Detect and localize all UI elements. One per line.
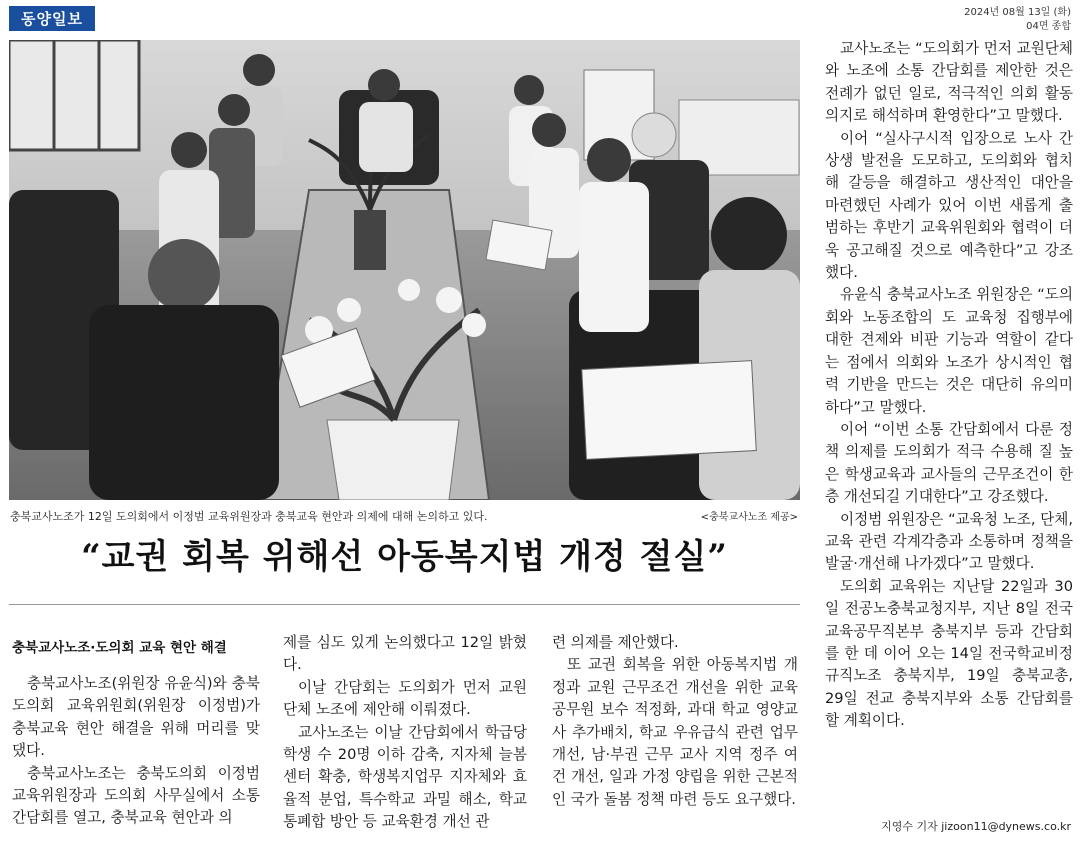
paragraph: 충북교사노조는 충북도의회 이정범 교육위원장과 도의회 사무실에서 소통 간담회를 열고, 충북교육 현안과 의 <box>12 764 260 827</box>
paragraph: 이어 “이번 소통 간담회에서 다룬 정책 의제를 도의회가 적극 수용해 질 높은 학생교육과 교사들의 근무조건이 한층 개선되길 기대한다”고 강조했다. <box>825 420 1073 506</box>
photo-caption <box>10 508 798 524</box>
photo-illustration <box>9 40 800 500</box>
article-headline: “교권 회복 위해선 아동복지법 개정 절실” <box>81 537 728 577</box>
article-subhead: 충북교사노조·도의회 교육 현안 해결 <box>12 640 227 656</box>
caption-text: 충북교사노조가 12일 도의회에서 이정범 교육위원장과 충북교육 현안과 의제에 대해 논의하고 있다. <box>10 510 488 523</box>
issue-date: 2024년 08월 13일 (화) <box>964 7 1071 18</box>
paragraph: 이어 “실사구시적 입장으로 노사 간 상생 발전을 도모하고, 도의회와 협치해 갈등을 해결하고 생산적인 대안을 마련했던 사례가 있어 이번 새롭게 출범하는 후반기 교육위원회와 협력이 더욱 공고해질 것으로 예측한다”고 강조했다. <box>825 129 1073 282</box>
issue-info <box>964 6 1071 34</box>
body-column-4 <box>825 38 1073 733</box>
paragraph: 유윤식 충북교사노조 위원장은 “도의회와 노동조합의 도 교육청 집행부에 대한 견제와 비판 기능과 역할이 같다는 점에서 의회와 노조가 상시적인 협력 기반을 만드는 것은 대단히 유의미하다”고 말했다. <box>825 286 1073 416</box>
byline: 지영수 기자 jizoon11@dynews.co.kr <box>881 820 1071 833</box>
paragraph: 이날 간담회는 도의회가 먼저 교원단체 노조에 제안해 이뤄졌다. <box>283 678 527 719</box>
paragraph: 교사노조는 “도의회가 먼저 교원단체와 노조에 소통 간담회를 제안한 것은 전례가 없던 일로, 적극적인 의회 활동 의지로 해석하며 환영한다”고 말했다. <box>825 40 1073 125</box>
page-section: 04면 종합 <box>1026 21 1071 32</box>
paragraph: 또 교권 회복을 위한 아동복지법 개정과 교원 근무조건 개선을 위한 교육공무원 보수 적정화, 과대 학교 영양교사 추가배치, 학교 우유급식 관련 업무 개선, 남·부권 근무 교사 지역 정주 여건 개선, 일과 가정 양립을 위한 근본적인 국가 돌봄 정책 마련 등도 요구했다. <box>552 656 798 808</box>
newspaper-logo: 동양일보 <box>9 6 95 31</box>
photo-credit: <충북교사노조 제공> <box>700 512 798 523</box>
paragraph: 교사노조는 이날 간담회에서 학급당 학생 수 20명 이하 감축, 지자체 늘봄센터 확충, 학생복지업무 지자체와 효율적 분업, 특수학교 과밀 해소, 학교 통폐합 방안 등 교육환경 개선 관 <box>283 723 527 831</box>
paragraph: 충북교사노조(위원장 유윤식)와 충북도의회 교육위원회(위원장 이정범)가 충북교육 현안 해결을 위해 머리를 맞댔다. <box>12 675 260 760</box>
paragraph: 이정범 위원장은 “교육청 노조, 단체, 교육 관련 각계각층과 소통하며 정책을 발굴·개선해 나가겠다”고 말했다. <box>825 510 1073 573</box>
body-column-1 <box>12 673 260 830</box>
paragraph: 련 의제를 제안했다. <box>552 634 679 651</box>
meeting-photo <box>9 40 800 500</box>
paragraph: 제를 심도 있게 논의했다고 12일 밝혔다. <box>283 634 527 674</box>
body-column-2 <box>283 632 527 834</box>
paragraph: 도의회 교육위는 지난달 22일과 30일 전공노충북교청지부, 지난 8일 전국교육공무직본부 충북지부 등과 간담회를 한 데 이어 오는 14일 전국학교비정규직노조 충북지부, 19일 충북교총, 29일 전교 충북지부와 소통 간담회를 할 계획이다. <box>825 577 1073 730</box>
divider <box>9 604 800 605</box>
body-column-3 <box>552 632 798 811</box>
